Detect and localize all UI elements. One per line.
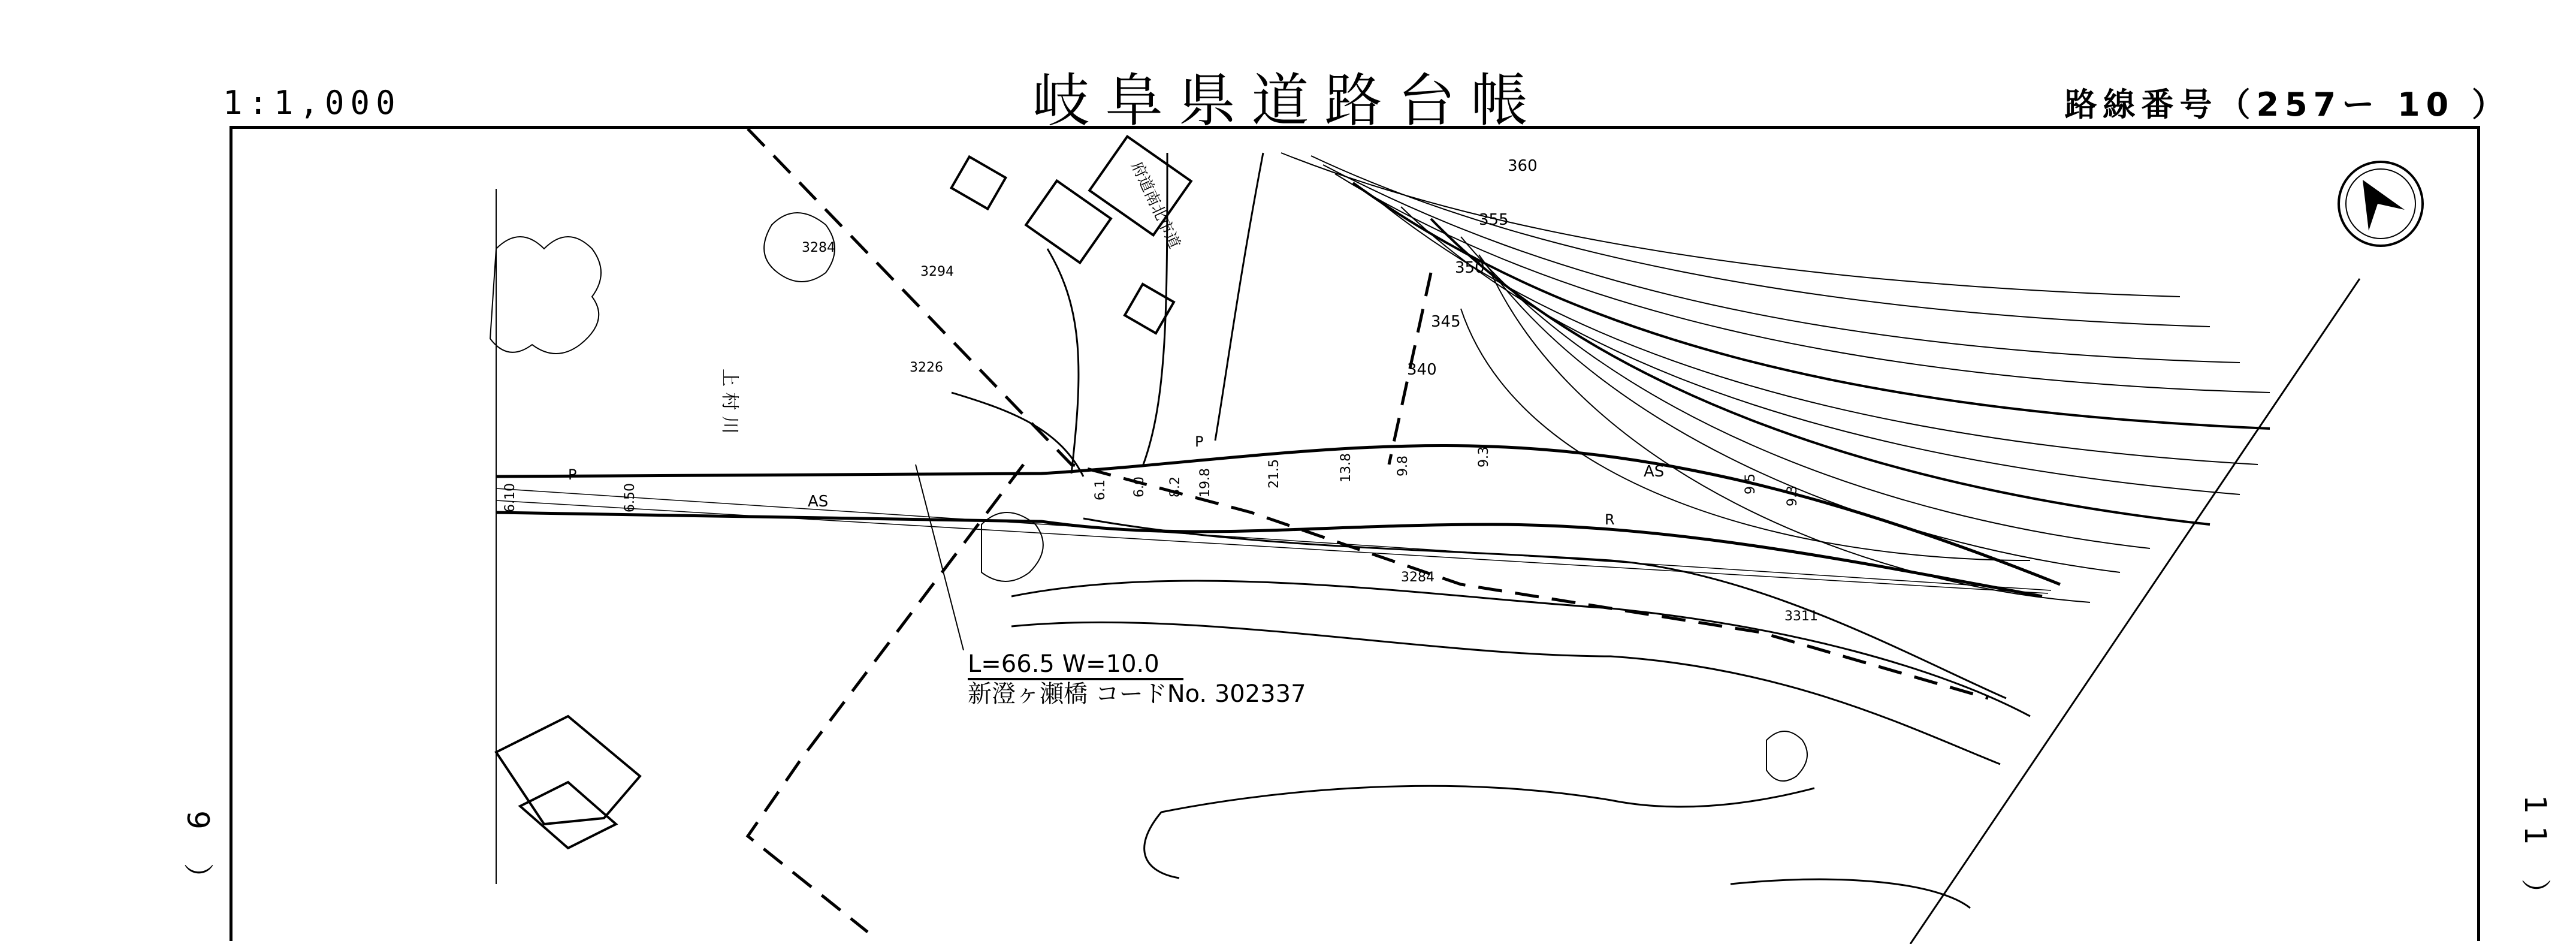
bridge-dims: L=66.5 W=10.0 xyxy=(968,650,1183,680)
boundary-dashed xyxy=(748,129,1988,932)
sheet-boundary-right xyxy=(1910,279,2360,944)
north-arrow-icon xyxy=(2339,162,2423,246)
place-name: 上 村 川 xyxy=(719,369,740,435)
route-number: 路線番号（257ー 10 ） xyxy=(2064,86,2510,123)
contour-label: 340 xyxy=(1407,361,1437,379)
elevation-label: 3311 xyxy=(1784,609,1818,624)
elevation-label: 3284 xyxy=(1401,570,1435,585)
width-label: 9.8 xyxy=(1396,456,1411,476)
buildings xyxy=(496,137,1191,848)
river-banks xyxy=(1011,581,2030,908)
road-surface-label: AS xyxy=(1644,463,1665,481)
width-label: 6.50 xyxy=(623,483,638,512)
width-label: 9.5 xyxy=(1743,473,1758,494)
width-label: 21.5 xyxy=(1267,459,1282,488)
elevation-label: 3284 xyxy=(802,240,835,255)
width-label: 9.3 xyxy=(1476,447,1491,468)
contour-label: 350 xyxy=(1455,259,1485,277)
width-label: 13.8 xyxy=(1339,453,1354,482)
scale-label: 1:1,000 xyxy=(223,84,401,122)
bridge-info xyxy=(968,650,1306,708)
page-title: 岐阜県道路台帳 xyxy=(1032,67,1544,134)
parking-mark: P xyxy=(1195,433,1204,450)
adjacent-sheet-left: 9 ） xyxy=(180,810,215,905)
side-road-name: 府道南北市道 xyxy=(1127,159,1183,252)
width-label: 19.8 xyxy=(1198,468,1213,497)
parking-mark: P xyxy=(568,466,577,483)
contour-labels xyxy=(1407,157,1538,379)
adjacent-sheet-right: 11 ） xyxy=(2517,795,2553,921)
map-frame xyxy=(229,126,2480,941)
contour-label: 355 xyxy=(1479,211,1509,229)
side-road xyxy=(952,153,1263,476)
contour-label: 360 xyxy=(1508,157,1538,175)
bridge-name: 新澄ヶ瀬橋 コードNo. 302337 xyxy=(968,680,1306,708)
elevation-label: 3294 xyxy=(920,264,954,279)
bridge-leader-line xyxy=(916,465,964,650)
elevation-points xyxy=(802,240,1818,624)
width-label: 6.1 xyxy=(1093,479,1108,500)
contour-label: 345 xyxy=(1431,313,1461,331)
r-mark: R xyxy=(1605,511,1615,528)
road-surface-label: AS xyxy=(808,493,829,511)
map-canvas xyxy=(232,129,2477,944)
elevation-label: 3226 xyxy=(910,360,943,375)
width-label: 6.10 xyxy=(503,483,518,512)
width-label: 9.3 xyxy=(1785,485,1800,506)
width-label: 6.0 xyxy=(1132,476,1147,497)
width-label: 8.2 xyxy=(1168,476,1183,497)
